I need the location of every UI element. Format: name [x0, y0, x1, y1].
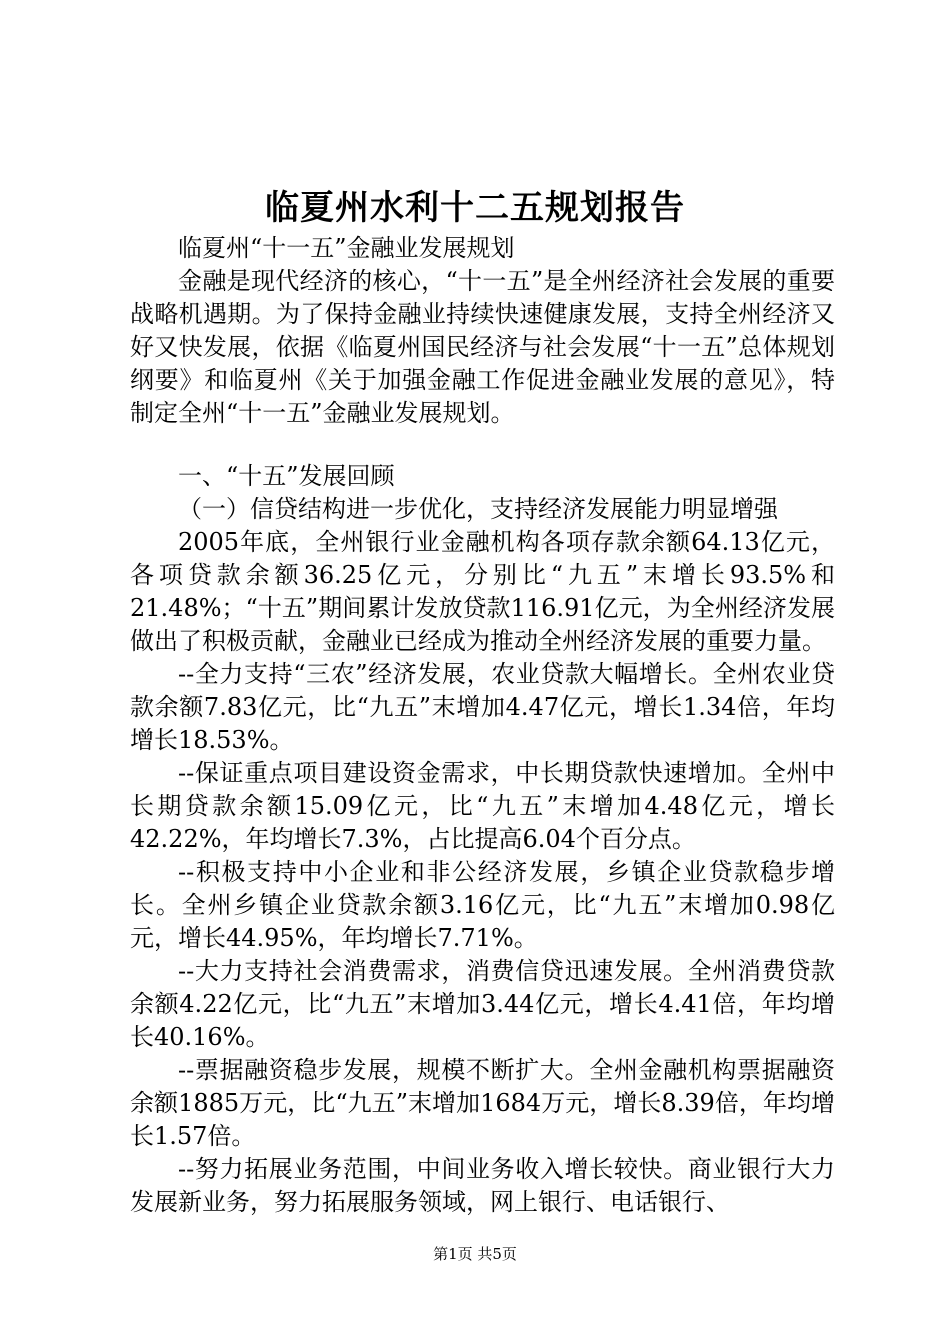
subsection-heading: （一）信贷结构进一步优化，支持经济发展能力明显增强 [178, 495, 778, 523]
body-paragraph: --全力支持“三农”经济发展，农业贷款大幅增长。全州农业贷款余额7.83亿元，比“九五”末增加4.47亿元，增长1.34倍，年均增长18.53%。 [130, 660, 835, 754]
body-paragraph: 金融是现代经济的核心，“十一五”是全州经济社会发展的重要战略机遇期。为了保持金融业持续快速健康发展，支持全州经济又好又快发展，依据《临夏州国民经济与社会发展“十一五”总体规划纲要》和临夏州《关于加强金融工作促进金融业发展的意见》，特制定全州“十一五”金融业发展规划。 [130, 267, 835, 427]
paragraph-spacer [130, 430, 835, 460]
page-footer: 第1页 共5页 [433, 1245, 517, 1263]
body-paragraph: --大力支持社会消费需求，消费信贷迅速发展。全州消费贷款余额4.22亿元，比“九五”末增加3.44亿元，增长4.41倍，年均增长40.16%。 [130, 957, 835, 1051]
document-title: 临夏州水利十二五规划报告 [265, 188, 685, 228]
body-paragraph: --保证重点项目建设资金需求，中长期贷款快速增加。全州中长期贷款余额15.09亿元，比“九五”末增加4.48亿元，增长42.22%，年均增长7.3%，占比提高6.04个百分点。 [130, 759, 835, 853]
document-body [130, 232, 835, 1219]
section-heading: 一、“十五”发展回顾 [178, 462, 395, 490]
body-paragraph: --票据融资稳步发展，规模不断扩大。全州金融机构票据融资余额1885万元，比“九五”末增加1684万元，增长8.39倍，年均增长1.57倍。 [130, 1056, 835, 1150]
body-paragraph: --积极支持中小企业和非公经济发展，乡镇企业贷款稳步增长。全州乡镇企业贷款余额3.16亿元，比“九五”末增加0.98亿元，增长44.95%，年均增长7.71%。 [130, 858, 835, 952]
section-heading: 临夏州“十一五”金融业发展规划 [178, 234, 515, 262]
body-paragraph: --努力拓展业务范围，中间业务收入增长较快。商业银行大力发展新业务，努力拓展服务领域，网上银行、电话银行、 [130, 1155, 835, 1216]
body-paragraph: 2005年底，全州银行业金融机构各项存款余额64.13亿元，各项贷款余额36.25亿元，分别比“九五”末增长93.5%和21.48%；“十五”期间累计发放贷款116.91亿元，为全州经济发展做出了积极贡献，金融业已经成为推动全州经济发展的重要力量。 [130, 528, 835, 655]
